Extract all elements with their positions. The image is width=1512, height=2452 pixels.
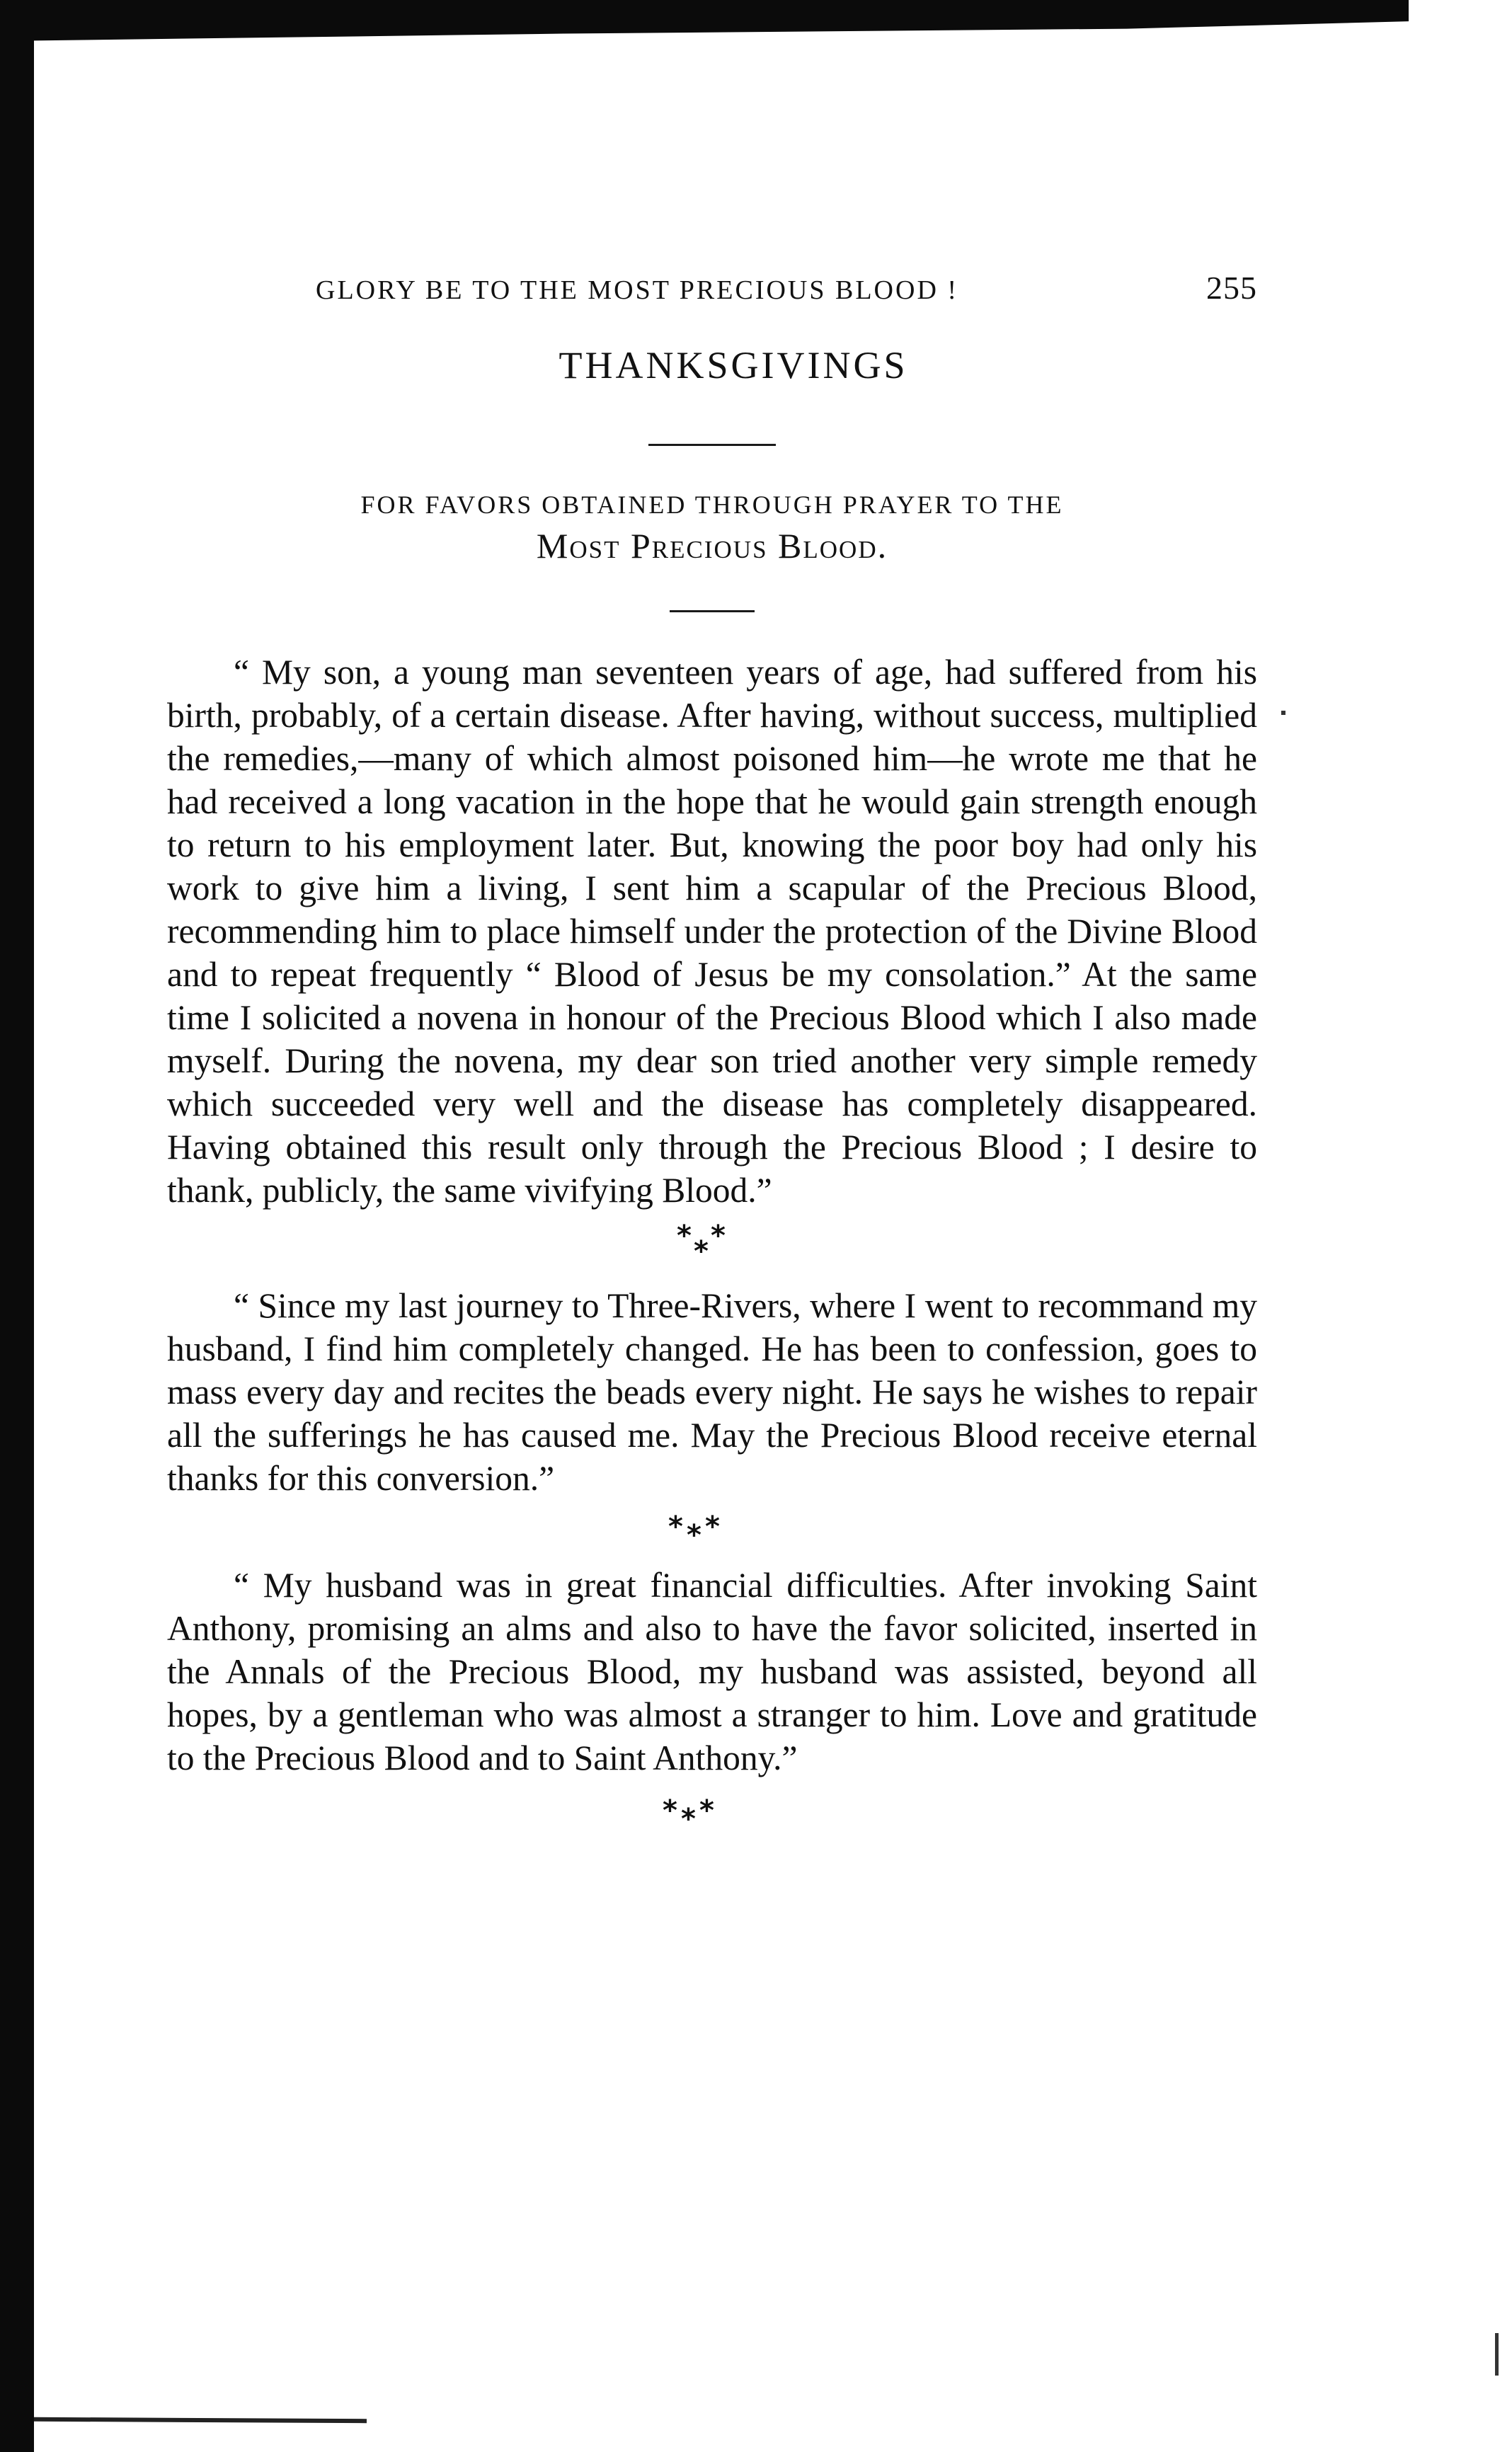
asterism-star: *: [681, 1803, 696, 1835]
asterism-separator: [167, 1508, 1257, 1551]
asterism-star: *: [699, 1794, 714, 1827]
running-head: [167, 269, 1257, 306]
asterism-star: *: [668, 1511, 683, 1543]
scan-speck: [1495, 2333, 1499, 2376]
asterism-star: *: [711, 1220, 726, 1252]
running-head-title: GLORY BE TO THE MOST PRECIOUS BLOOD !: [316, 275, 959, 305]
title-rule: [648, 444, 776, 446]
section-title: THANKSGIVINGS: [559, 344, 908, 386]
thanksgiving-paragraph: “ Since my last journey to Three-Rivers, where I went to recommand my husband, I find him completely changed. He has been to confession, goes to mass every day and recites the beads every night. He says he wishes to repair all the sufferings he has caused me. May the Precious Blood receive eternal thanks for this conversion.”: [167, 1286, 1257, 1498]
thanksgiving-paragraph: “ My son, a young man seventeen years of age, had suffered from his birth, probably, of a certain disease. After having, without success, multiplied the remedies,—many of which almost poisoned him—he wrote me that he had received a long vacation in the hope that he would gain strength enough to return to his employment later. But, knowing the poor boy had only his work to give him a living, I sent him a scapular of the Precious Blood, recommending him to place himself under the protection of the Divine Blood and to repeat frequently “ Blood of Jesus be my consolation.” At the same time I solicited a novena in honour of the Precious Blood which I also made myself. During the novena, my dear son tried another very simple remedy which succeeded very well and the disease has completely disappeared. Having obtained this result only through the Precious Blood ; I desire to thank, publicly, the same vivifying Blood.”: [167, 653, 1257, 1210]
section-subtitle-line-2: Most Precious Blood.: [536, 526, 888, 566]
thanksgiving-paragraph: “ My husband was in great financial difficulties. After invoking Saint Anthony, promising an alms and also to have the favor solicited, inserted in the Annals of the Precious Blood, my husband was assisted, beyond all hopes, by a gentleman who was almost a stranger to him. Love and gratitude to the Precious Blood and to Saint Anthony.”: [167, 1566, 1257, 1777]
asterism-star: *: [694, 1235, 709, 1268]
asterism-star: *: [705, 1511, 720, 1543]
scan-bottom-mark: [34, 2417, 367, 2423]
asterism-star: *: [687, 1519, 701, 1552]
section-subtitle-line-1: FOR FAVORS OBTAINED THROUGH PRAYER TO THE: [360, 491, 1064, 519]
asterism-star: *: [663, 1794, 677, 1827]
asterism-star: *: [677, 1220, 692, 1252]
asterism-separator: [167, 1222, 1257, 1271]
subtitle-rule: [670, 610, 755, 612]
page-content: [167, 269, 1257, 1835]
scan-left-border: [0, 0, 34, 2452]
scan-speck: [1281, 711, 1285, 715]
asterism-separator: [167, 1792, 1257, 1835]
page-number: 255: [1206, 270, 1257, 306]
scan-top-border: [0, 0, 1409, 41]
